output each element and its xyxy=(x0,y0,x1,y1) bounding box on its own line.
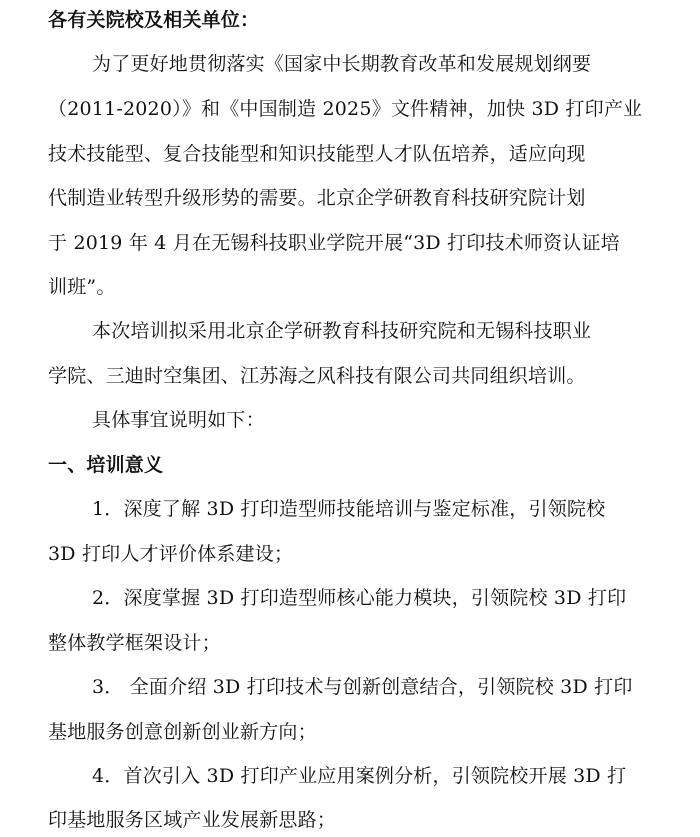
paragraph-1-line-1: 为了更好地贯彻落实《国家中长期教育改革和发展规划纲要 xyxy=(92,53,592,75)
item-1-line-2: 3D 打印人才评价体系建设； xyxy=(48,543,294,565)
item-3-line-1: 3． 全面介绍 3D 打印技术与创新创意结合，引领院校 3D 打印 xyxy=(92,676,633,698)
paragraph-3: 具体事宜说明如下： xyxy=(92,409,265,431)
item-2-line-2: 整体教学框架设计； xyxy=(48,632,221,654)
paragraph-1-line-4: 代制造业转型升级形势的需要。北京企学研教育科技研究院计划 xyxy=(48,187,586,209)
paragraph-1-line-5: 于 2019 年 4 月在无锡科技职业学院开展“3D 打印技术师资认证培 xyxy=(48,232,620,254)
item-1-line-1: 1．深度了解 3D 打印造型师技能培训与鉴定标准，引领院校 xyxy=(92,498,606,520)
section-1-heading: 一、培训意义 xyxy=(48,454,164,476)
salutation: 各有关院校及相关单位： xyxy=(48,9,260,31)
item-3-line-2: 基地服务创意创新创业新方向； xyxy=(48,721,317,743)
paragraph-1-line-3: 技术技能型、复合技能型和知识技能型人才队伍培养，适应向现 xyxy=(48,143,586,165)
paragraph-1-line-6: 训班”。 xyxy=(48,276,116,298)
item-4-line-1: 4．首次引入 3D 打印产业应用案例分析，引领院校开展 3D 打 xyxy=(92,765,627,787)
item-2-line-1: 2．深度掌握 3D 打印造型师核心能力模块，引领院校 3D 打印 xyxy=(92,587,627,609)
paragraph-1-line-2: （2011-2020）》和《中国制造 2025》文件精神，加快 3D 打印产业 xyxy=(48,98,643,120)
paragraph-2-line-2: 学院、三迪时空集团、江苏海之风科技有限公司共同组织培训。 xyxy=(48,365,586,387)
paragraph-2-line-1: 本次培训拟采用北京企学研教育科技研究院和无锡科技职业 xyxy=(92,320,592,342)
item-4-line-2: 印基地服务区域产业发展新思路； xyxy=(48,809,337,831)
